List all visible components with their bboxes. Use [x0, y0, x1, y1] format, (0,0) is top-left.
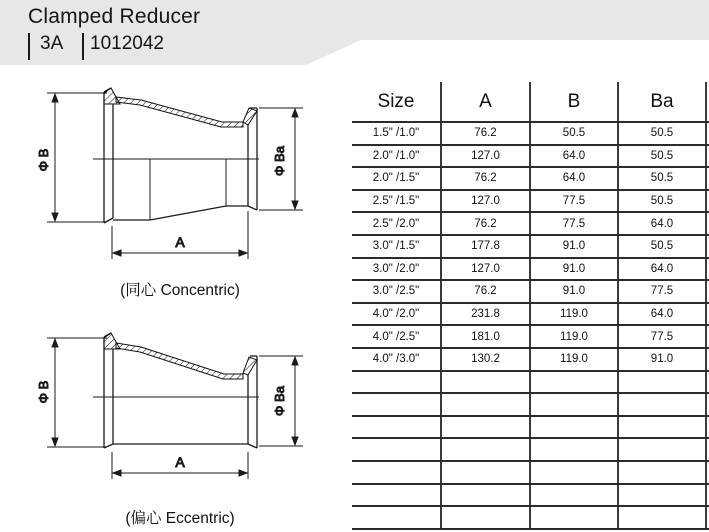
concentric-caption: (同心 Concentric)	[120, 282, 240, 299]
cell-size: 3.0" /2.5"	[352, 280, 441, 303]
cell-b: 91.0	[530, 280, 618, 303]
cell-size	[352, 438, 441, 461]
table-row	[352, 303, 709, 326]
cell-b	[530, 416, 618, 439]
table-row	[352, 393, 709, 416]
cell-b	[530, 484, 618, 507]
cell-b: 64.0	[530, 145, 618, 168]
column-header-size: Size	[352, 82, 441, 122]
cell-b: 119.0	[530, 348, 618, 371]
cell-a: 76.2	[441, 280, 530, 303]
cell-ba	[618, 461, 706, 484]
cell-size	[352, 393, 441, 416]
cell-a: 181.0	[441, 325, 530, 348]
dim-label-a: A	[175, 234, 185, 250]
cell-ba: 64.0	[618, 303, 706, 326]
cell-b: 119.0	[530, 303, 618, 326]
table-row	[352, 190, 709, 213]
cell-b	[530, 461, 618, 484]
page-title: Clamped Reducer	[28, 5, 201, 28]
reducer-outline	[93, 88, 259, 223]
eccentric-caption: (偏心 Eccentric)	[125, 510, 235, 527]
cell-a	[441, 416, 530, 439]
table-row	[352, 416, 709, 439]
section-hatching	[104, 333, 257, 379]
concentric-reducer-drawing	[20, 85, 310, 265]
divider-bar	[28, 33, 30, 60]
cell-ba	[618, 506, 706, 529]
dim-phi-b	[36, 338, 107, 447]
column-header-a: A	[441, 82, 530, 122]
cell-size: 2.0" /1.0"	[352, 145, 441, 168]
cell-size: 3.0" /2.0"	[352, 258, 441, 281]
table-row	[352, 438, 709, 461]
eccentric-reducer-drawing	[20, 320, 310, 485]
cell-a: 127.0	[441, 258, 530, 281]
cell-a: 76.2	[441, 122, 530, 145]
cell-size: 4.0" /2.5"	[352, 325, 441, 348]
cell-ba	[618, 416, 706, 439]
dim-label-phi-b: Φ B	[36, 380, 51, 404]
dim-label-phi-ba: Φ Ba	[272, 386, 287, 416]
table-row	[352, 371, 709, 394]
table-row	[352, 145, 709, 168]
cell-b: 119.0	[530, 325, 618, 348]
dimensions-table	[352, 82, 709, 530]
dim-label-a: A	[175, 454, 185, 470]
cell-ba	[618, 393, 706, 416]
cell-size	[352, 506, 441, 529]
table-row	[352, 167, 709, 190]
standard-code: 3A	[40, 33, 64, 54]
cell-b: 50.5	[530, 122, 618, 145]
cell-b	[530, 438, 618, 461]
dim-phi-ba	[259, 108, 303, 210]
cell-a	[441, 506, 530, 529]
cell-ba: 77.5	[618, 280, 706, 303]
cell-a: 231.8	[441, 303, 530, 326]
cell-a: 127.0	[441, 145, 530, 168]
cell-ba	[618, 438, 706, 461]
cell-size	[352, 484, 441, 507]
table-row	[352, 122, 709, 145]
cell-a: 76.2	[441, 167, 530, 190]
dim-phi-ba	[259, 356, 303, 446]
cell-a: 127.0	[441, 190, 530, 213]
cell-ba: 77.5	[618, 325, 706, 348]
cell-b: 77.5	[530, 212, 618, 235]
cell-a	[441, 484, 530, 507]
reducer-outline	[93, 333, 259, 448]
cell-b	[530, 371, 618, 394]
table-row	[352, 461, 709, 484]
cell-a	[441, 461, 530, 484]
cell-ba: 50.5	[618, 122, 706, 145]
cell-size	[352, 371, 441, 394]
cell-a	[441, 371, 530, 394]
table-row	[352, 348, 709, 371]
cell-size: 2.5" /1.5"	[352, 190, 441, 213]
cell-a	[441, 393, 530, 416]
cell-ba: 64.0	[618, 258, 706, 281]
cell-b: 64.0	[530, 167, 618, 190]
column-header-b: B	[530, 82, 618, 122]
cell-size: 3.0" /1.5"	[352, 235, 441, 258]
table-row	[352, 325, 709, 348]
dim-a	[112, 452, 248, 479]
table-row	[352, 506, 709, 529]
cell-b: 77.5	[530, 190, 618, 213]
table-header-row	[352, 82, 709, 122]
cell-ba: 50.5	[618, 190, 706, 213]
cell-b	[530, 506, 618, 529]
table-row	[352, 280, 709, 303]
cell-ba	[618, 371, 706, 394]
cell-b: 91.0	[530, 258, 618, 281]
cell-a	[441, 438, 530, 461]
cell-ba: 50.5	[618, 145, 706, 168]
cell-ba	[618, 484, 706, 507]
cell-b: 91.0	[530, 235, 618, 258]
cell-ba: 50.5	[618, 235, 706, 258]
table-row	[352, 235, 709, 258]
dim-phi-b	[36, 93, 107, 222]
divider-bar	[82, 33, 84, 60]
cell-size	[352, 416, 441, 439]
cell-size: 1.5" /1.0"	[352, 122, 441, 145]
table-row	[352, 258, 709, 281]
cell-b	[530, 393, 618, 416]
dim-a	[112, 211, 248, 259]
dim-label-phi-ba: Φ Ba	[272, 146, 287, 176]
table-row	[352, 212, 709, 235]
cell-size: 2.5" /2.0"	[352, 212, 441, 235]
cell-size: 2.0" /1.5"	[352, 167, 441, 190]
table-row	[352, 484, 709, 507]
cell-size	[352, 461, 441, 484]
section-hatching	[104, 88, 257, 127]
cell-size: 4.0" /3.0"	[352, 348, 441, 371]
dim-label-phi-b: Φ B	[36, 148, 51, 172]
cell-a: 177.8	[441, 235, 530, 258]
cell-size: 4.0" /2.0"	[352, 303, 441, 326]
part-number: 1012042	[90, 33, 164, 54]
column-header-ba: Ba	[618, 82, 706, 122]
cell-a: 130.2	[441, 348, 530, 371]
cell-ba: 50.5	[618, 167, 706, 190]
cell-a: 76.2	[441, 212, 530, 235]
cell-ba: 91.0	[618, 348, 706, 371]
cell-ba: 64.0	[618, 212, 706, 235]
